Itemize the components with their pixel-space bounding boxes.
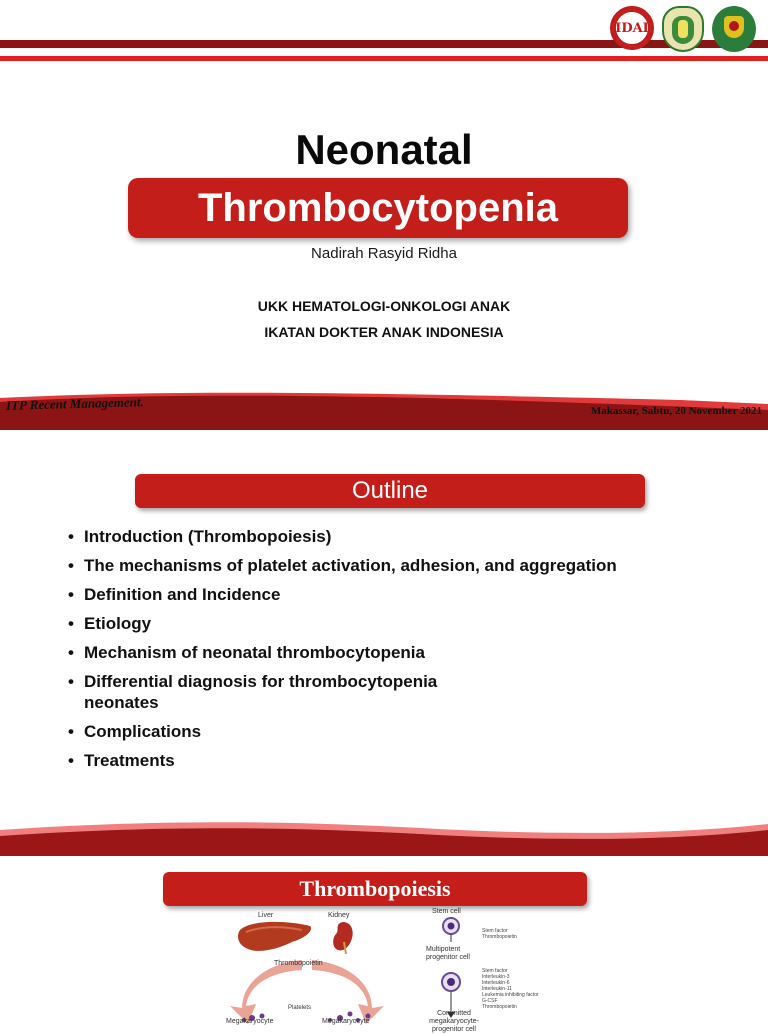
pediatric-society-shield-logo (662, 6, 704, 52)
title-slide (0, 0, 768, 430)
thrombopoiesis-heading-banner (163, 872, 587, 906)
outline-item: • Introduction (Thrombopoiesis) (68, 526, 708, 547)
title-line-2: Thrombocytopenia (197, 185, 559, 230)
outline-slide (0, 438, 768, 856)
thrombopoietin-arrows (222, 946, 392, 1024)
megakaryocyte-right-label: Megakaryocyte (322, 1018, 370, 1025)
idai-logo-text: IDAI (613, 9, 651, 47)
title-banner (128, 178, 628, 238)
outline-item: • Treatments (68, 750, 708, 771)
footer-left-text: ITP Recent Management. (5, 394, 144, 413)
thrombopoiesis-slide (0, 866, 768, 1033)
outline-item: • The mechanisms of platelet activation, adhesion, and aggregation (68, 555, 708, 576)
outline-item: • Differential diagnosis for thrombocytopenia neonates (68, 671, 508, 713)
outline-list (68, 526, 708, 779)
outline-footer-wave (0, 818, 768, 856)
organization-line-1: UKK HEMATOLOGI-ONKOLOGI ANAK (257, 298, 511, 314)
outline-item: • Complications (68, 721, 708, 742)
thrombopoietin-label: Thrombopoietin (274, 960, 323, 967)
idai-logo (610, 6, 654, 50)
outline-item: • Etiology (68, 613, 708, 634)
university-crest-logo (712, 6, 756, 52)
committed-progenitor-label: Committed megakaryocyte-progenitor cell (429, 1010, 479, 1033)
kidney-label: Kidney (328, 912, 350, 919)
header-bar-red (0, 56, 768, 61)
outline-item: • Mechanism of neonatal thrombocytopenia (68, 642, 708, 663)
factors-top-text: Stem factor Thrombopoietin (482, 928, 517, 940)
factors-mid-text: Stem factor Interleukin-3 Interleukin-6 Interleukin-11 Leukemia inhibiting factor G-CSF Thrombopoietin (482, 968, 539, 1010)
liver-label: Liver (258, 912, 274, 919)
organization-line-2: IKATAN DOKTER ANAK INDONESIA (264, 324, 504, 340)
multipotent-label: Multipotent progenitor cell (426, 946, 470, 961)
title-line-1: Neonatal (295, 126, 473, 173)
outline-heading-banner (135, 474, 645, 508)
cell-lineage-illustration (436, 916, 466, 1024)
megakaryocyte-left-label: Megakaryocyte (226, 1018, 274, 1025)
stem-cell-label: Stem cell (432, 908, 461, 915)
author-name: Nadirah Rasyid Ridha (311, 245, 457, 262)
outline-heading: Outline (351, 477, 429, 504)
thrombopoiesis-heading: Thrombopoiesis (299, 876, 451, 901)
header-bar-dark (0, 40, 768, 48)
footer-right-text: Makassar, Sabtu, 20 November 2021 (590, 405, 762, 417)
outline-item: • Definition and Incidence (68, 584, 708, 605)
platelets-label: Platelets (288, 1005, 312, 1011)
